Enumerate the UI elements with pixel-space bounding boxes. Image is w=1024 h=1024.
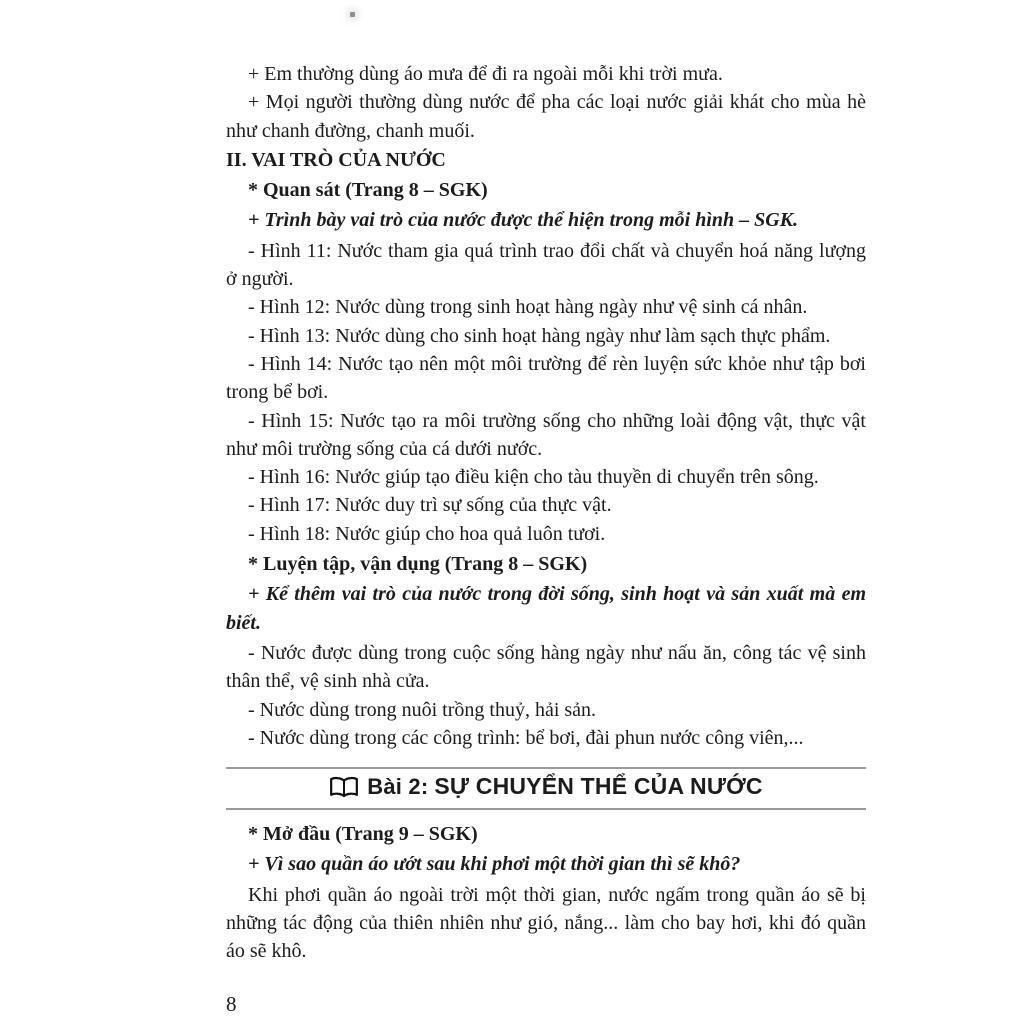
lesson-2-header: [226, 767, 866, 810]
paragraph: - Nước được dùng trong cuộc sống hàng ngày như nấu ăn, công tác vệ sinh thân thể, vệ sinh nhà cửa.: [226, 641, 866, 693]
activity-subhead: * Quan sát (Trang 8 – SGK): [248, 179, 488, 202]
section-heading: II. VAI TRÒ CỦA NƯỚC: [226, 148, 446, 171]
activity-subhead: * Mở đầu (Trang 9 – SGK): [248, 823, 478, 846]
question-prompt: + Trình bày vai trò của nước được thể hiện trong mỗi hình – SGK.: [248, 209, 799, 232]
paragraph: Khi phơi quần áo ngoài trời một thời gian, nước ngấm trong quần áo sẽ bị những tác động của thiên nhiên như gió, nắng... làm cho bay hơi, khi đó quần áo sẽ khô.: [226, 883, 866, 963]
paragraph: + Em thường dùng áo mưa để đi ra ngoài mỗi khi trời mưa.: [248, 63, 723, 85]
paragraph: - Nước dùng trong các công trình: bể bơi, đài phun nước công viên,...: [248, 726, 804, 749]
question-prompt: + Kể thêm vai trò của nước trong đời sống, sinh hoạt và sản xuất mà em biết.: [226, 583, 866, 634]
page-number: 8: [226, 991, 237, 1016]
paragraph: - Hình 11: Nước tham gia quá trình trao đổi chất và chuyển hoá năng lượng ở người.: [226, 239, 866, 291]
scan-artifact-dot: [350, 12, 355, 17]
lesson-number: Bài 2:: [367, 774, 429, 800]
paragraph: - Hình 15: Nước tạo ra môi trường sống cho những loài động vật, thực vật như môi trường sống của cá dưới nước.: [226, 409, 866, 460]
paragraph: - Hình 13: Nước dùng cho sinh hoạt hàng ngày như làm sạch thực phẩm.: [248, 324, 831, 347]
activity-subhead: * Luyện tập, vận dụng (Trang 8 – SGK): [248, 553, 588, 576]
paragraph: - Hình 17: Nước duy trì sự sống của thực vật.: [248, 494, 612, 517]
paragraph: - Hình 16: Nước giúp tạo điều kiện cho tàu thuyền di chuyển trên sông.: [248, 466, 819, 489]
paragraph: - Nước dùng trong nuôi trồng thuỷ, hải sản.: [248, 698, 597, 721]
paragraph: - Hình 12: Nước dùng trong sinh hoạt hàng ngày như vệ sinh cá nhân.: [248, 296, 808, 319]
paragraph: - Hình 14: Nước tạo nên một môi trường để rèn luyện sức khỏe như tập bơi trong bể bơi.: [226, 352, 866, 404]
question-prompt: + Vì sao quần áo ướt sau khi phơi một thời gian thì sẽ khô?: [248, 853, 741, 876]
lesson-title: SỰ CHUYỂN THỂ CỦA NƯỚC: [434, 773, 763, 800]
page-content: [226, 60, 866, 1017]
open-book-icon: [329, 776, 359, 803]
paragraph: - Hình 18: Nước giúp cho hoa quả luôn tươi.: [248, 522, 606, 545]
paragraph: + Mọi người thường dùng nước để pha các loại nước giải khát cho mùa hè như chanh đường, chanh muối.: [226, 91, 866, 142]
